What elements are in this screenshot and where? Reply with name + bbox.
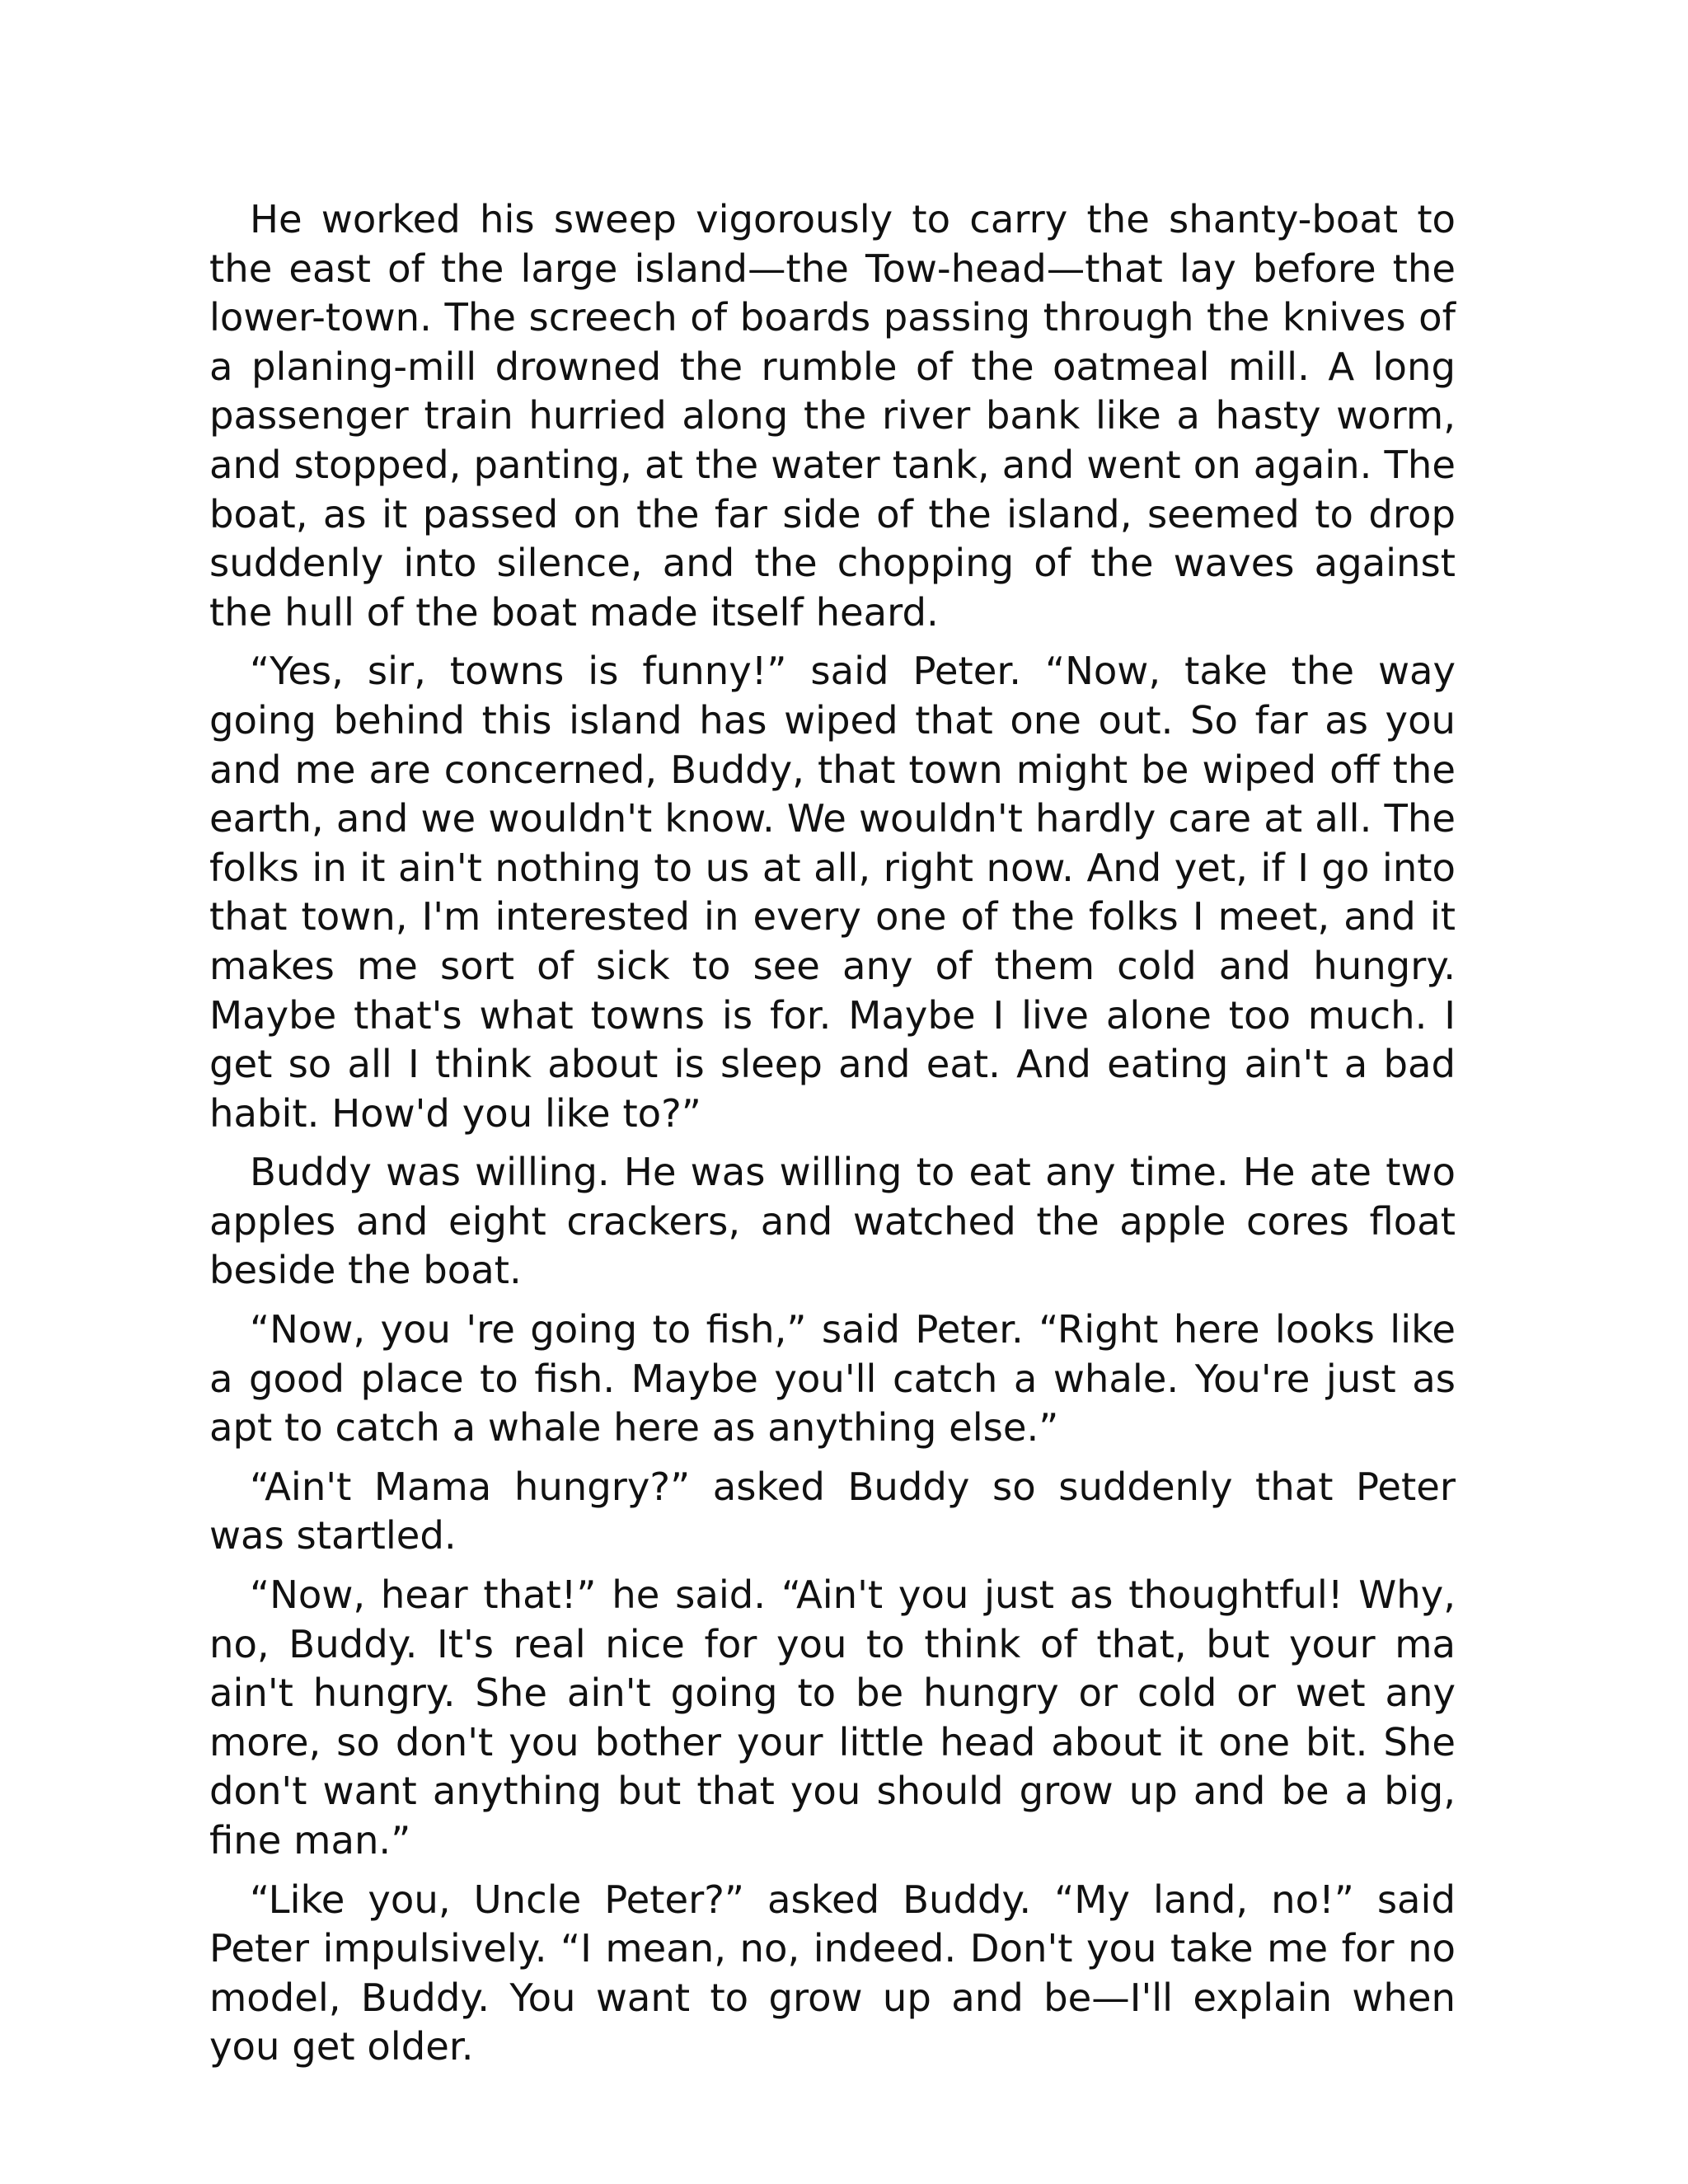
paragraph-4: “Now, you 're going to fish,” said Peter. “Right here looks like a good place to fish. Maybe you'll catch a whale. You're just as apt to catch a whale here as anything else.”	[209, 1307, 1456, 1451]
paragraph-7: “Like you, Uncle Peter?” asked Buddy. “My land, no!” said Peter impulsively. “I mean, no, indeed. Don't you take me for no model, Buddy. You want to grow up and be—I'll explain when you get older.	[209, 1877, 1456, 2069]
paragraph-1: He worked his sweep vigorously to carry the shanty-boat to the east of the large island—the Tow-head—that lay before the lower-town. The screech of boards passing through the knives of a planing-mill drowned the rumble of the oatmeal mill. A long passenger train hurried along the river bank like a hasty worm, and stopped, panting, at the water tank, and went on again. The boat, as it passed on the far side of the island, seemed to drop suddenly into silence, and the chopping of the waves against the hull of the boat made itself heard.	[209, 197, 1456, 635]
paragraph-3: Buddy was willing. He was willing to eat any time. He ate two apples and eight crackers, and watched the apple cores float beside the boat.	[209, 1150, 1456, 1293]
paragraph-5: “Ain't Mama hungry?” asked Buddy so suddenly that Peter was startled.	[209, 1464, 1456, 1558]
paragraph-2: “Yes, sir, towns is funny!” said Peter. “Now, take the way going behind this island has wiped that one out. So far as you and me are concerned, Buddy, that town might be wiped off the earth, and we wouldn't know. We wouldn't hardly care at all. The folks in it ain't nothing to us at all, right now. And yet, if I go into that town, I'm interested in every one of the folks I meet, and it makes me sort of sick to see any of them cold and hungry. Maybe that's what towns is for. Maybe I live alone too much. I get so all I think about is sleep and eat. And eating ain't a bad habit. How'd you like to?”	[209, 649, 1456, 1136]
page-body	[209, 195, 1456, 2082]
paragraph-6: “Now, hear that!” he said. “Ain't you just as thoughtful! Why, no, Buddy. It's real nice for you to think of that, but your ma ain't hungry. She ain't going to be hungry or cold or wet any more, so don't you bother your little head about it one bit. She don't want anything but that you should grow up and be a big, fine man.”	[209, 1572, 1456, 1863]
